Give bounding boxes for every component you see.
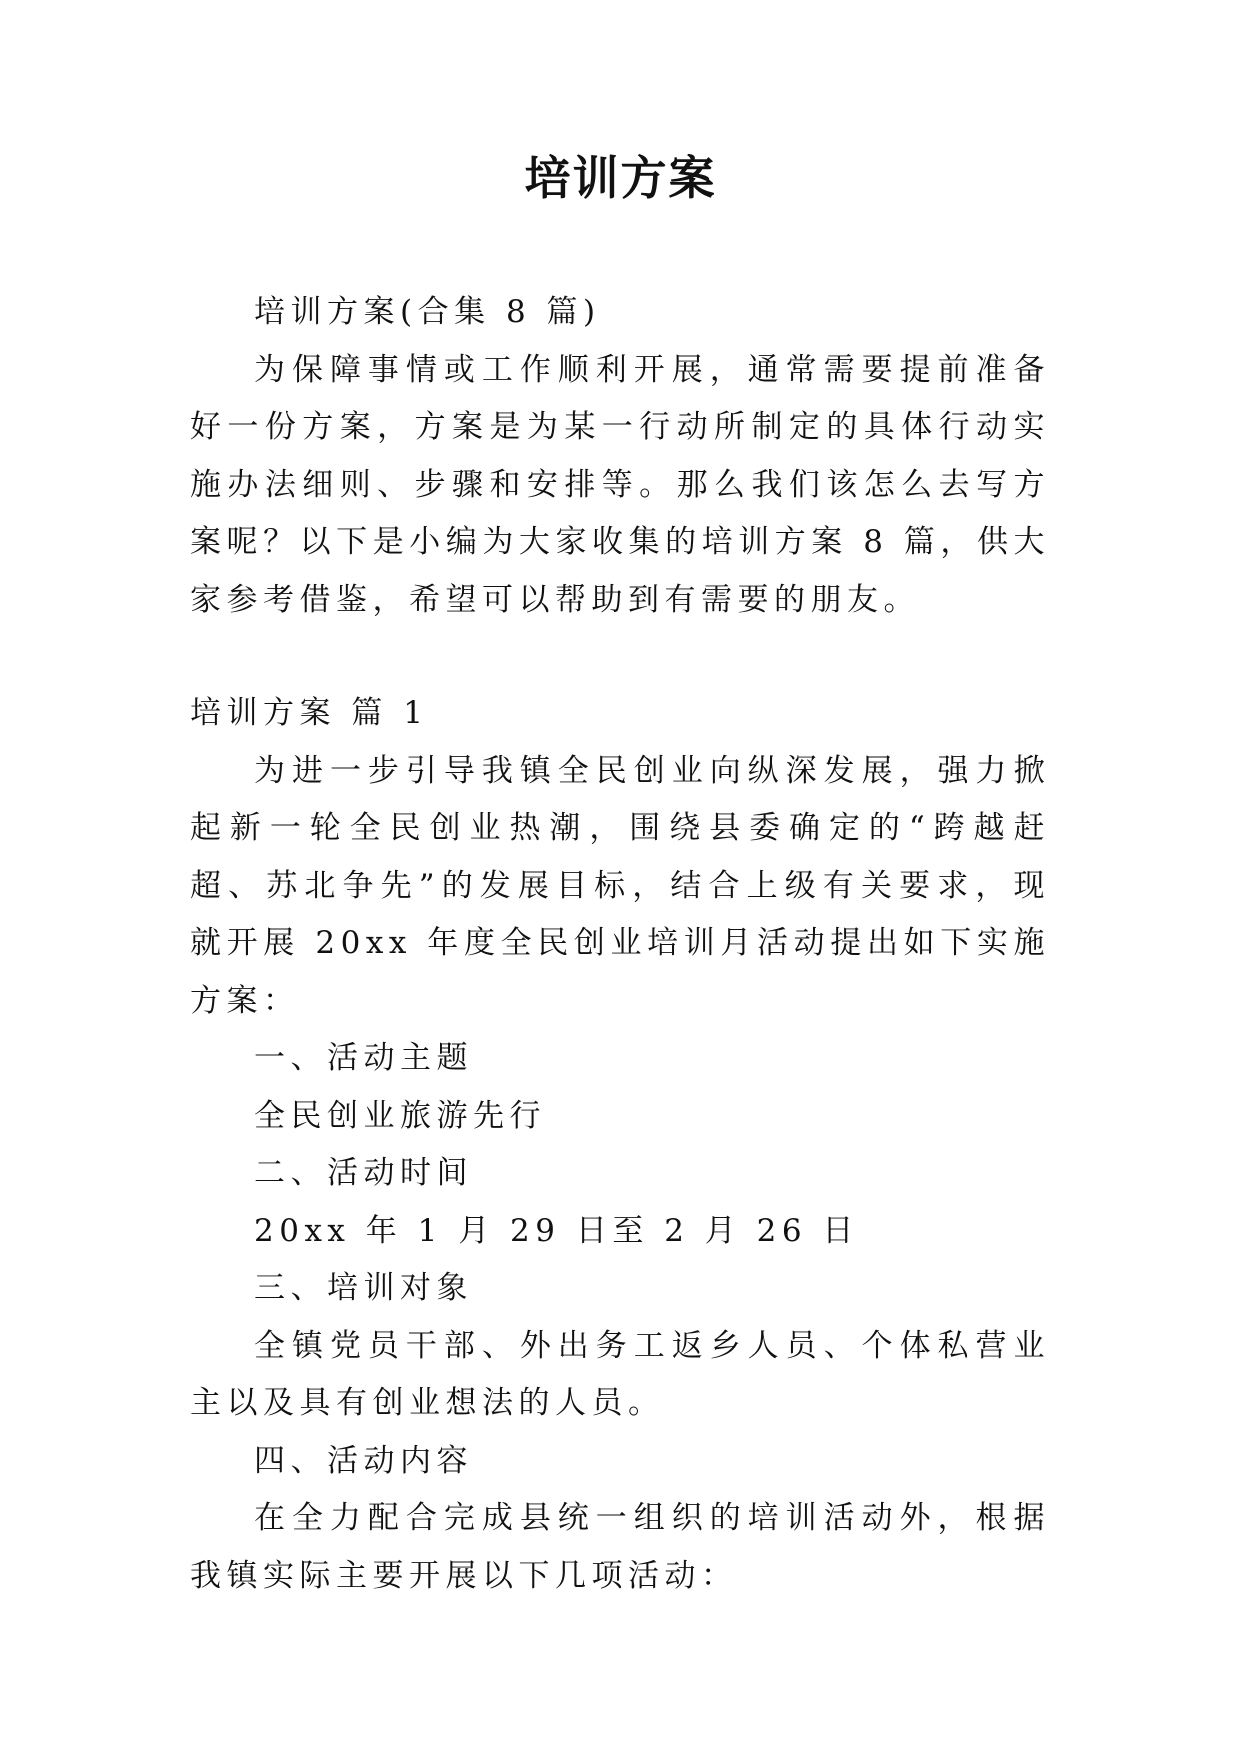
activity-time-text: 20xx 年 1 月 29 日至 2 月 26 日 xyxy=(254,1212,859,1249)
document-body xyxy=(190,284,1050,1605)
section-heading: 培训方案 篇 1 xyxy=(190,695,429,731)
activity-time-heading: 二、活动时间 xyxy=(254,1155,473,1191)
section-paragraph: 为进一步引导我镇全民创业向纵深发展，强力掀起新一轮全民创业热潮，围绕县委确定的“跨越赶超、苏北争先”的发展目标，结合上级有关要求，现就开展 20xx 年度全民创业培训月活动提出如下实施方案： xyxy=(190,752,1050,1019)
document-title: 培训方案 xyxy=(524,151,717,205)
intro-paragraph: 为保障事情或工作顺利开展，通常需要提前准备好一份方案，方案是为某一行动所制定的具体行动实施办法细则、步骤和安排等。那么我们该怎么去写方案呢？以下是小编为大家收集的培训方案 8 篇，供大家参考借鉴，希望可以帮助到有需要的朋友。 xyxy=(190,351,1050,618)
training-target-text: 全镇党员干部、外出务工返乡人员、个体私营业主以及具有创业想法的人员。 xyxy=(190,1327,1050,1421)
activity-content-text: 在全力配合完成县统一组织的培训活动外，根据我镇实际主要开展以下几项活动： xyxy=(190,1500,1050,1594)
activity-content-heading: 四、活动内容 xyxy=(254,1442,473,1479)
training-target-heading: 三、培训对象 xyxy=(254,1270,473,1306)
activity-theme-heading: 一、活动主题 xyxy=(254,1040,473,1076)
activity-theme-text: 全民创业旅游先行 xyxy=(254,1097,546,1134)
collection-subtitle: 培训方案(合集 8 篇) xyxy=(254,294,601,330)
